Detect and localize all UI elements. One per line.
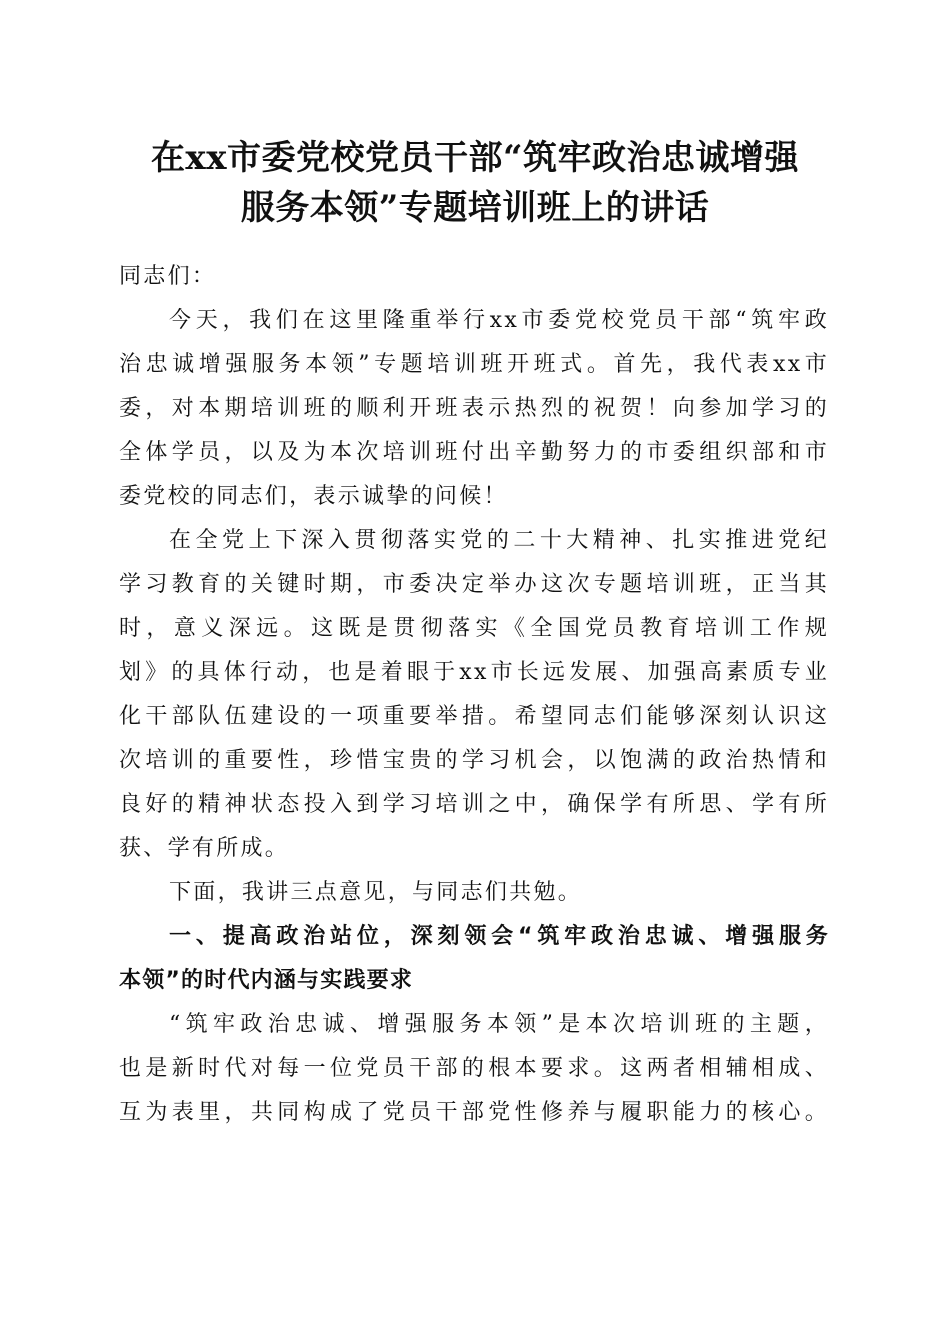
- title-line: 服务本领”专题培训班上的讲话: [240, 188, 710, 228]
- paragraph-line: 也是新时代对每一位党员干部的根本要求。这两者相辅相成、: [119, 1056, 829, 1081]
- paragraph-line: 委，对本期培训班的顺利开班表示热烈的祝贺！向参加学习的: [119, 396, 829, 421]
- paragraph-line: 时，意义深远。这既是贯彻落实《全国党员教育培训工作规: [119, 616, 829, 641]
- paragraph-context: [119, 519, 829, 871]
- paragraph-line: 委党校的同志们，表示诚挚的问候！: [119, 484, 508, 509]
- document-title: [110, 133, 840, 233]
- paragraph-opening: [119, 299, 829, 519]
- paragraph-line: 划》的具体行动，也是着眼于xx市长远发展、加强高素质专业: [119, 660, 829, 685]
- paragraph-line: 今天，我们在这里隆重举行xx市委党校党员干部“筑牢政: [169, 308, 829, 333]
- paragraph-line: 治忠诚增强服务本领”专题培训班开班式。首先，我代表xx市: [119, 352, 829, 377]
- paragraph-line: 获、学有所成。: [119, 836, 290, 861]
- paragraph-transition: [119, 871, 829, 915]
- section-paragraph: [119, 1003, 829, 1135]
- section-heading-line: 本领”的时代内涵与实践要求: [119, 968, 414, 993]
- paragraph-line: 次培训的重要性，珍惜宝贵的学习机会，以饱满的政治热情和: [119, 748, 829, 773]
- paragraph-line: 互为表里，共同构成了党员干部党性修养与履职能力的核心。: [119, 1100, 829, 1125]
- title-line: 在xx市委党校党员干部“筑牢政治忠诚增强: [150, 138, 800, 178]
- document-body: [119, 255, 829, 1135]
- section-heading-line: 一、提高政治站位，深刻领会“筑牢政治忠诚、增强服务: [169, 924, 829, 949]
- paragraph-line: “筑牢政治忠诚、增强服务本领”是本次培训班的主题，: [169, 1012, 829, 1037]
- salutation: 同志们：: [119, 264, 217, 289]
- paragraph-line: 在全党上下深入贯彻落实党的二十大精神、扎实推进党纪: [169, 528, 829, 553]
- paragraph-line: 全体学员，以及为本次培训班付出辛勤努力的市委组织部和市: [119, 440, 829, 465]
- paragraph-line: 学习教育的关键时期，市委决定举办这次专题培训班，正当其: [119, 572, 829, 597]
- paragraph-line: 下面，我讲三点意见，与同志们共勉。: [169, 880, 583, 905]
- section-heading: [119, 915, 829, 1003]
- paragraph-line: 良好的精神状态投入到学习培训之中，确保学有所思、学有所: [119, 792, 829, 817]
- paragraph-line: 化干部队伍建设的一项重要举措。希望同志们能够深刻认识这: [119, 704, 829, 729]
